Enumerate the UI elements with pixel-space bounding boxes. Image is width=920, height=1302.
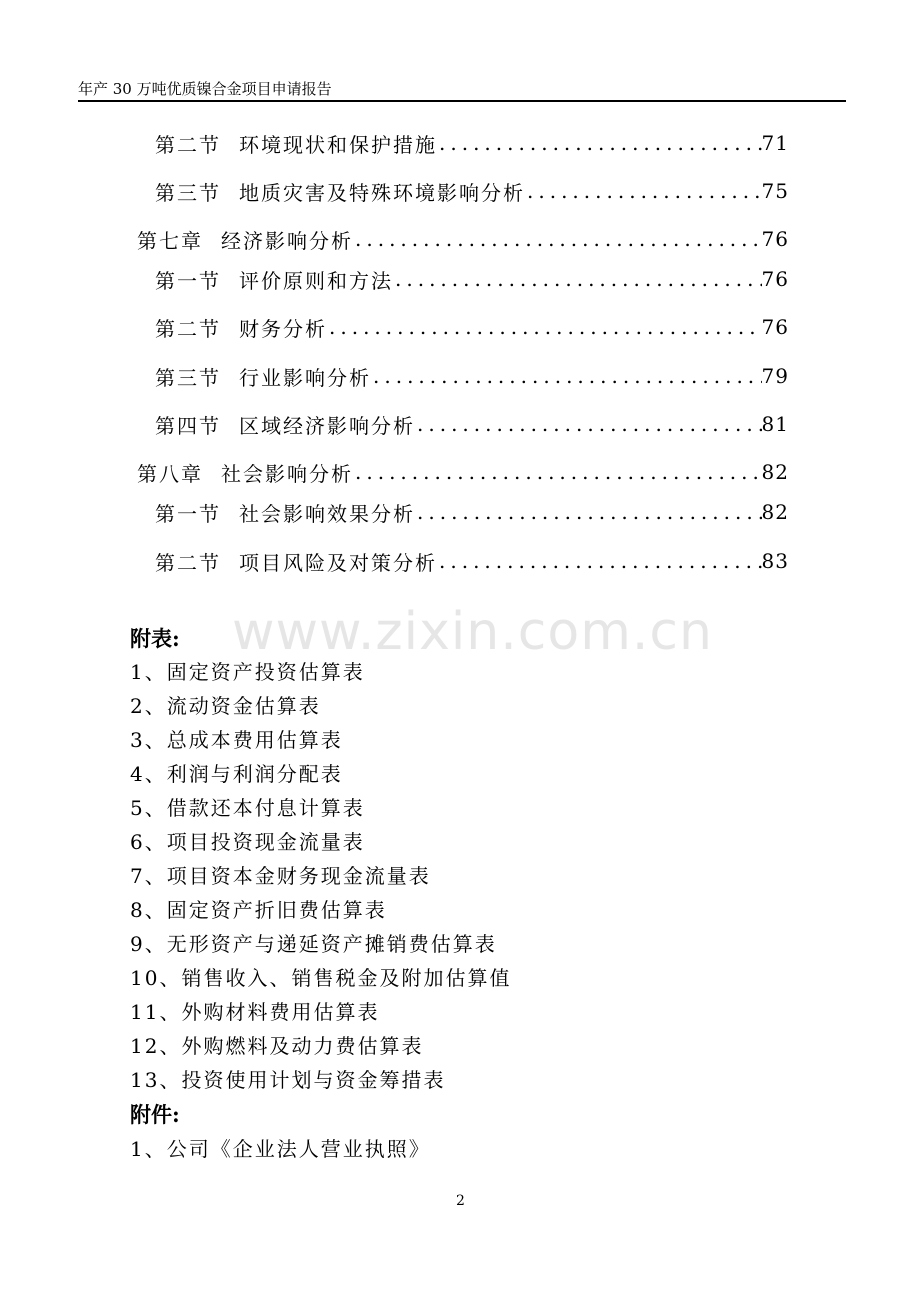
- toc-title: 环境现状和保护措施: [239, 132, 437, 157]
- toc-title: 区域经济影响分析: [239, 413, 415, 438]
- toc-entry[interactable]: [155, 546, 789, 576]
- toc-leader: [439, 549, 762, 573]
- header-rule: [78, 100, 846, 102]
- toc-label: 第三节: [155, 180, 221, 205]
- toc-title: 社会影响效果分析: [239, 501, 415, 526]
- toc-entry[interactable]: [155, 312, 789, 342]
- running-header: 年产 30 万吨优质镍合金项目申请报告: [78, 80, 332, 98]
- toc-label: 第二节: [155, 550, 221, 575]
- toc-leader: [417, 412, 762, 436]
- toc-page: 82: [761, 460, 789, 484]
- toc-label: 第四节: [155, 413, 221, 438]
- toc-title: 社会影响分析: [221, 461, 353, 486]
- appendix-table-item: 9、无形资产与递延资产摊销费估算表: [130, 932, 497, 956]
- toc-entry[interactable]: [155, 497, 789, 527]
- toc-entry[interactable]: [137, 457, 789, 487]
- appendix-table-item: 1、固定资产投资估算表: [130, 660, 365, 684]
- toc-title: 财务分析: [239, 316, 327, 341]
- toc-entry[interactable]: [155, 176, 789, 206]
- toc-leader: [417, 500, 762, 524]
- toc-leader: [355, 227, 762, 251]
- appendix-table-item: 12、外购燃料及动力费估算表: [130, 1034, 424, 1058]
- toc-title: 评价原则和方法: [239, 268, 393, 293]
- appendix-table-item: 11、外购材料费用估算表: [130, 1000, 380, 1024]
- toc-leader: [373, 364, 762, 388]
- appendix-tables-heading: 附表:: [130, 626, 180, 651]
- appendix-table-item: 7、项目资本金财务现金流量表: [130, 864, 431, 888]
- appendix-table-item: 5、借款还本付息计算表: [130, 796, 365, 820]
- toc-title: 地质灾害及特殊环境影响分析: [239, 180, 525, 205]
- toc-entry[interactable]: [137, 224, 789, 254]
- toc-page: 76: [761, 315, 789, 339]
- toc-leader: [439, 131, 762, 155]
- toc-label: 第八章: [137, 461, 203, 486]
- toc-page: 81: [761, 412, 789, 436]
- toc-entry[interactable]: [155, 361, 789, 391]
- toc-page: 79: [761, 364, 789, 388]
- appendix-table-item: 2、流动资金估算表: [130, 694, 321, 718]
- watermark: www.zixin.com.cn: [232, 602, 713, 662]
- toc-entry[interactable]: [155, 409, 789, 439]
- toc-label: 第一节: [155, 501, 221, 526]
- appendix-table-item: 6、项目投资现金流量表: [130, 830, 365, 854]
- toc-title: 经济影响分析: [221, 228, 353, 253]
- toc-label: 第七章: [137, 228, 203, 253]
- toc-label: 第三节: [155, 365, 221, 390]
- appendix-table-item: 3、总成本费用估算表: [130, 728, 343, 752]
- attachment-item: 1、公司《企业法人营业执照》: [130, 1137, 431, 1161]
- appendix-table-item: 13、投资使用计划与资金筹措表: [130, 1068, 446, 1092]
- toc-entry[interactable]: [155, 264, 789, 294]
- toc-page: 76: [761, 227, 789, 251]
- toc-title: 行业影响分析: [239, 365, 371, 390]
- toc-leader: [329, 315, 762, 339]
- appendix-table-item: 4、利润与利润分配表: [130, 762, 343, 786]
- toc-page: 76: [761, 267, 789, 291]
- toc-page: 75: [761, 179, 789, 203]
- toc-leader: [355, 460, 762, 484]
- toc-page: 71: [761, 131, 789, 155]
- appendix-table-item: 8、固定资产折旧费估算表: [130, 898, 387, 922]
- toc-leader: [527, 179, 762, 203]
- attachments-heading: 附件:: [130, 1102, 180, 1127]
- toc-page: 83: [761, 549, 789, 573]
- toc-label: 第二节: [155, 132, 221, 157]
- toc-label: 第一节: [155, 268, 221, 293]
- toc-label: 第二节: [155, 316, 221, 341]
- toc-title: 项目风险及对策分析: [239, 550, 437, 575]
- appendix-table-item: 10、销售收入、销售税金及附加估算值: [130, 966, 512, 990]
- toc-leader: [395, 267, 762, 291]
- toc-page: 82: [761, 500, 789, 524]
- toc-entry[interactable]: [155, 128, 789, 158]
- page-number: 2: [456, 1193, 465, 1209]
